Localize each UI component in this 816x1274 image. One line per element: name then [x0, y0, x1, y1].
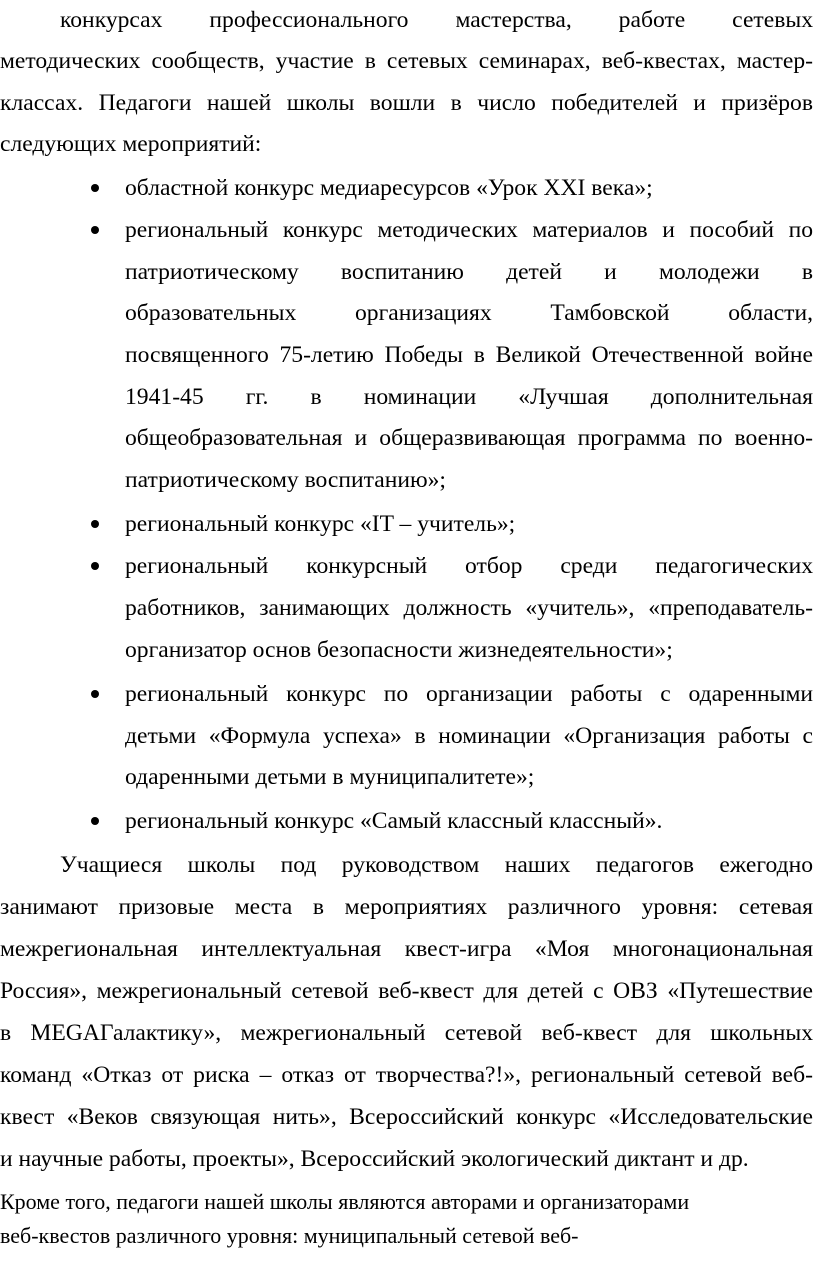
- bullet-icon: [91, 184, 99, 192]
- paragraph-line: в MEGAГалактику», межрегиональный сетевой веб-квест для школьных: [0, 1020, 813, 1046]
- list-item-line: патриотическому воспитанию детей и молодежи в: [125, 259, 813, 285]
- paragraph-line: квест «Веков связующая нить», Всероссийский конкурс «Исследовательские: [0, 1104, 813, 1130]
- list-item-line: патриотическому воспитанию»;: [125, 467, 446, 493]
- paragraph-line: команд «Отказ от риска – отказ от творчества?!», региональный сетевой веб-: [0, 1062, 813, 1088]
- list-item-line: посвященного 75-летию Победы в Великой Отечественной войне: [125, 342, 813, 368]
- paragraph-line: следующих мероприятий:: [0, 131, 262, 157]
- list-item-line: одаренными детьми в муниципалитете»;: [125, 764, 535, 790]
- bullet-icon: [91, 226, 99, 234]
- paragraph-line: методических сообществ, участие в сетевых семинарах, веб-квестах, мастер-: [0, 48, 813, 74]
- bullet-icon: [91, 690, 99, 698]
- bullet-icon: [91, 520, 99, 528]
- bullet-icon: [91, 562, 99, 570]
- list-item-line: региональный конкурс по организации работы с одаренными: [125, 681, 813, 707]
- paragraph-line: Россия», межрегиональный сетевой веб-квест для детей с ОВЗ «Путешествие: [0, 978, 813, 1004]
- list-item-line: образовательных организациях Тамбовской области,: [125, 300, 813, 326]
- list-item-line: общеобразовательная и общеразвивающая программа по военно-: [125, 425, 813, 451]
- paragraph-line: Учащиеся школы под руководством наших педагогов ежегодно: [60, 852, 813, 878]
- paragraph-line: классах. Педагоги нашей школы вошли в число победителей и призёров: [0, 90, 813, 116]
- list-item-line: детьми «Формула успеха» в номинации «Организация работы с: [125, 723, 813, 749]
- paragraph-line: межрегиональная интеллектуальная квест-игра «Моя многонациональная: [0, 936, 813, 962]
- list-item-line: областной конкурс медиаресурсов «Урок XXI века»;: [125, 175, 653, 201]
- list-item-line: организатор основ безопасности жизнедеятельности»;: [125, 637, 673, 663]
- list-item-line: региональный конкурс «IT – учитель»;: [125, 511, 516, 537]
- paragraph-line: и научные работы, проекты», Всероссийский экологический диктант и др.: [0, 1146, 749, 1172]
- list-item-line: региональный конкурс методических материалов и пособий по: [125, 217, 813, 243]
- paragraph-line: Кроме того, педагоги нашей школы являются авторами и организаторами: [0, 1189, 690, 1214]
- list-item-line: региональный конкурсный отбор среди педагогических: [125, 553, 813, 579]
- paragraph-line: конкурсах профессионального мастерства, работе сетевых: [60, 7, 813, 33]
- paragraph-line: занимают призовые места в мероприятиях различного уровня: сетевая: [0, 894, 813, 920]
- bullet-icon: [91, 817, 99, 825]
- list-item-line: 1941-45 гг. в номинации «Лучшая дополнительная: [125, 384, 813, 410]
- list-item-line: работников, занимающих должность «учитель», «преподаватель-: [125, 595, 813, 621]
- paragraph-line: веб-квестов различного уровня: муниципальный сетевой веб-: [0, 1223, 579, 1248]
- list-item-line: региональный конкурс «Самый классный классный».: [125, 808, 663, 834]
